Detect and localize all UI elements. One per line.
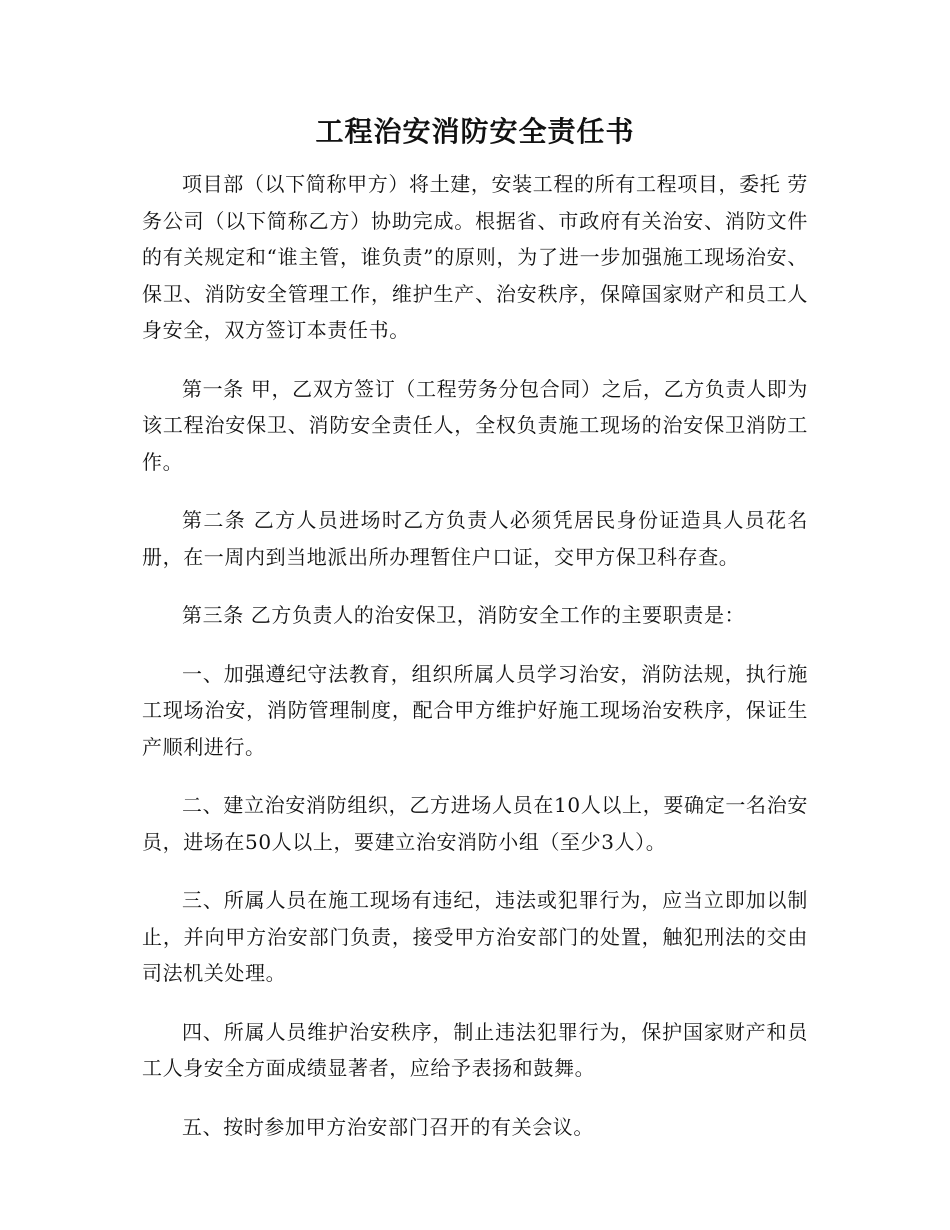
paragraph-duty-4: 四、所属人员维护治安秩序，制止违法犯罪行为，保护国家财产和员工人身安全方面成绩显著者，应给予表扬和鼓舞。	[142, 1019, 808, 1080]
paragraph-article-1: 第一条 甲，乙双方签订（工程劳务分包合同）之后，乙方负责人即为该工程治安保卫、消防安全责任人，全权负责施工现场的治安保卫消防工作。	[142, 376, 808, 474]
document-body	[142, 166, 808, 1167]
paragraph-duty-1: 一、加强遵纪守法教育，组织所属人员学习治安，消防法规，执行施工现场治安，消防管理制度，配合甲方维护好施工现场治安秩序，保证生产顺利进行。	[142, 661, 808, 759]
document-title: 工程治安消防安全责任书	[315, 115, 635, 148]
paragraph-intro: 项目部（以下简称甲方）将土建，安装工程的所有工程项目，委托 劳务公司（以下简称乙方）协助完成。根据省、市政府有关治安、消防文件的有关规定和“谁主管，谁负责”的原则，为了进一步加强施工现场治安、保卫、消防安全管理工作，维护生产、治安秩序，保障国家财产和员工人身安全，双方签订本责任书。	[142, 172, 808, 342]
paragraph-duty-5: 五、按时参加甲方治安部门召开的有关会议。	[182, 1114, 594, 1139]
paragraph-article-2: 第二条 乙方人员进场时乙方负责人必须凭居民身份证造具人员花名册，在一周内到当地派出所办理暂住户口证，交甲方保卫科存查。	[142, 508, 808, 569]
paragraph-duty-2: 二、建立治安消防组织，乙方进场人员在10人以上，要确定一名治安员，进场在50人以上，要建立治安消防小组（至少3人）。	[142, 793, 808, 854]
paragraph-duty-3: 三、所属人员在施工现场有违纪，违法或犯罪行为，应当立即加以制止，并向甲方治安部门负责，接受甲方治安部门的处置，触犯刑法的交由司法机关处理。	[142, 888, 808, 985]
paragraph-article-3: 第三条 乙方负责人的治安保卫，消防安全工作的主要职责是：	[182, 603, 746, 627]
